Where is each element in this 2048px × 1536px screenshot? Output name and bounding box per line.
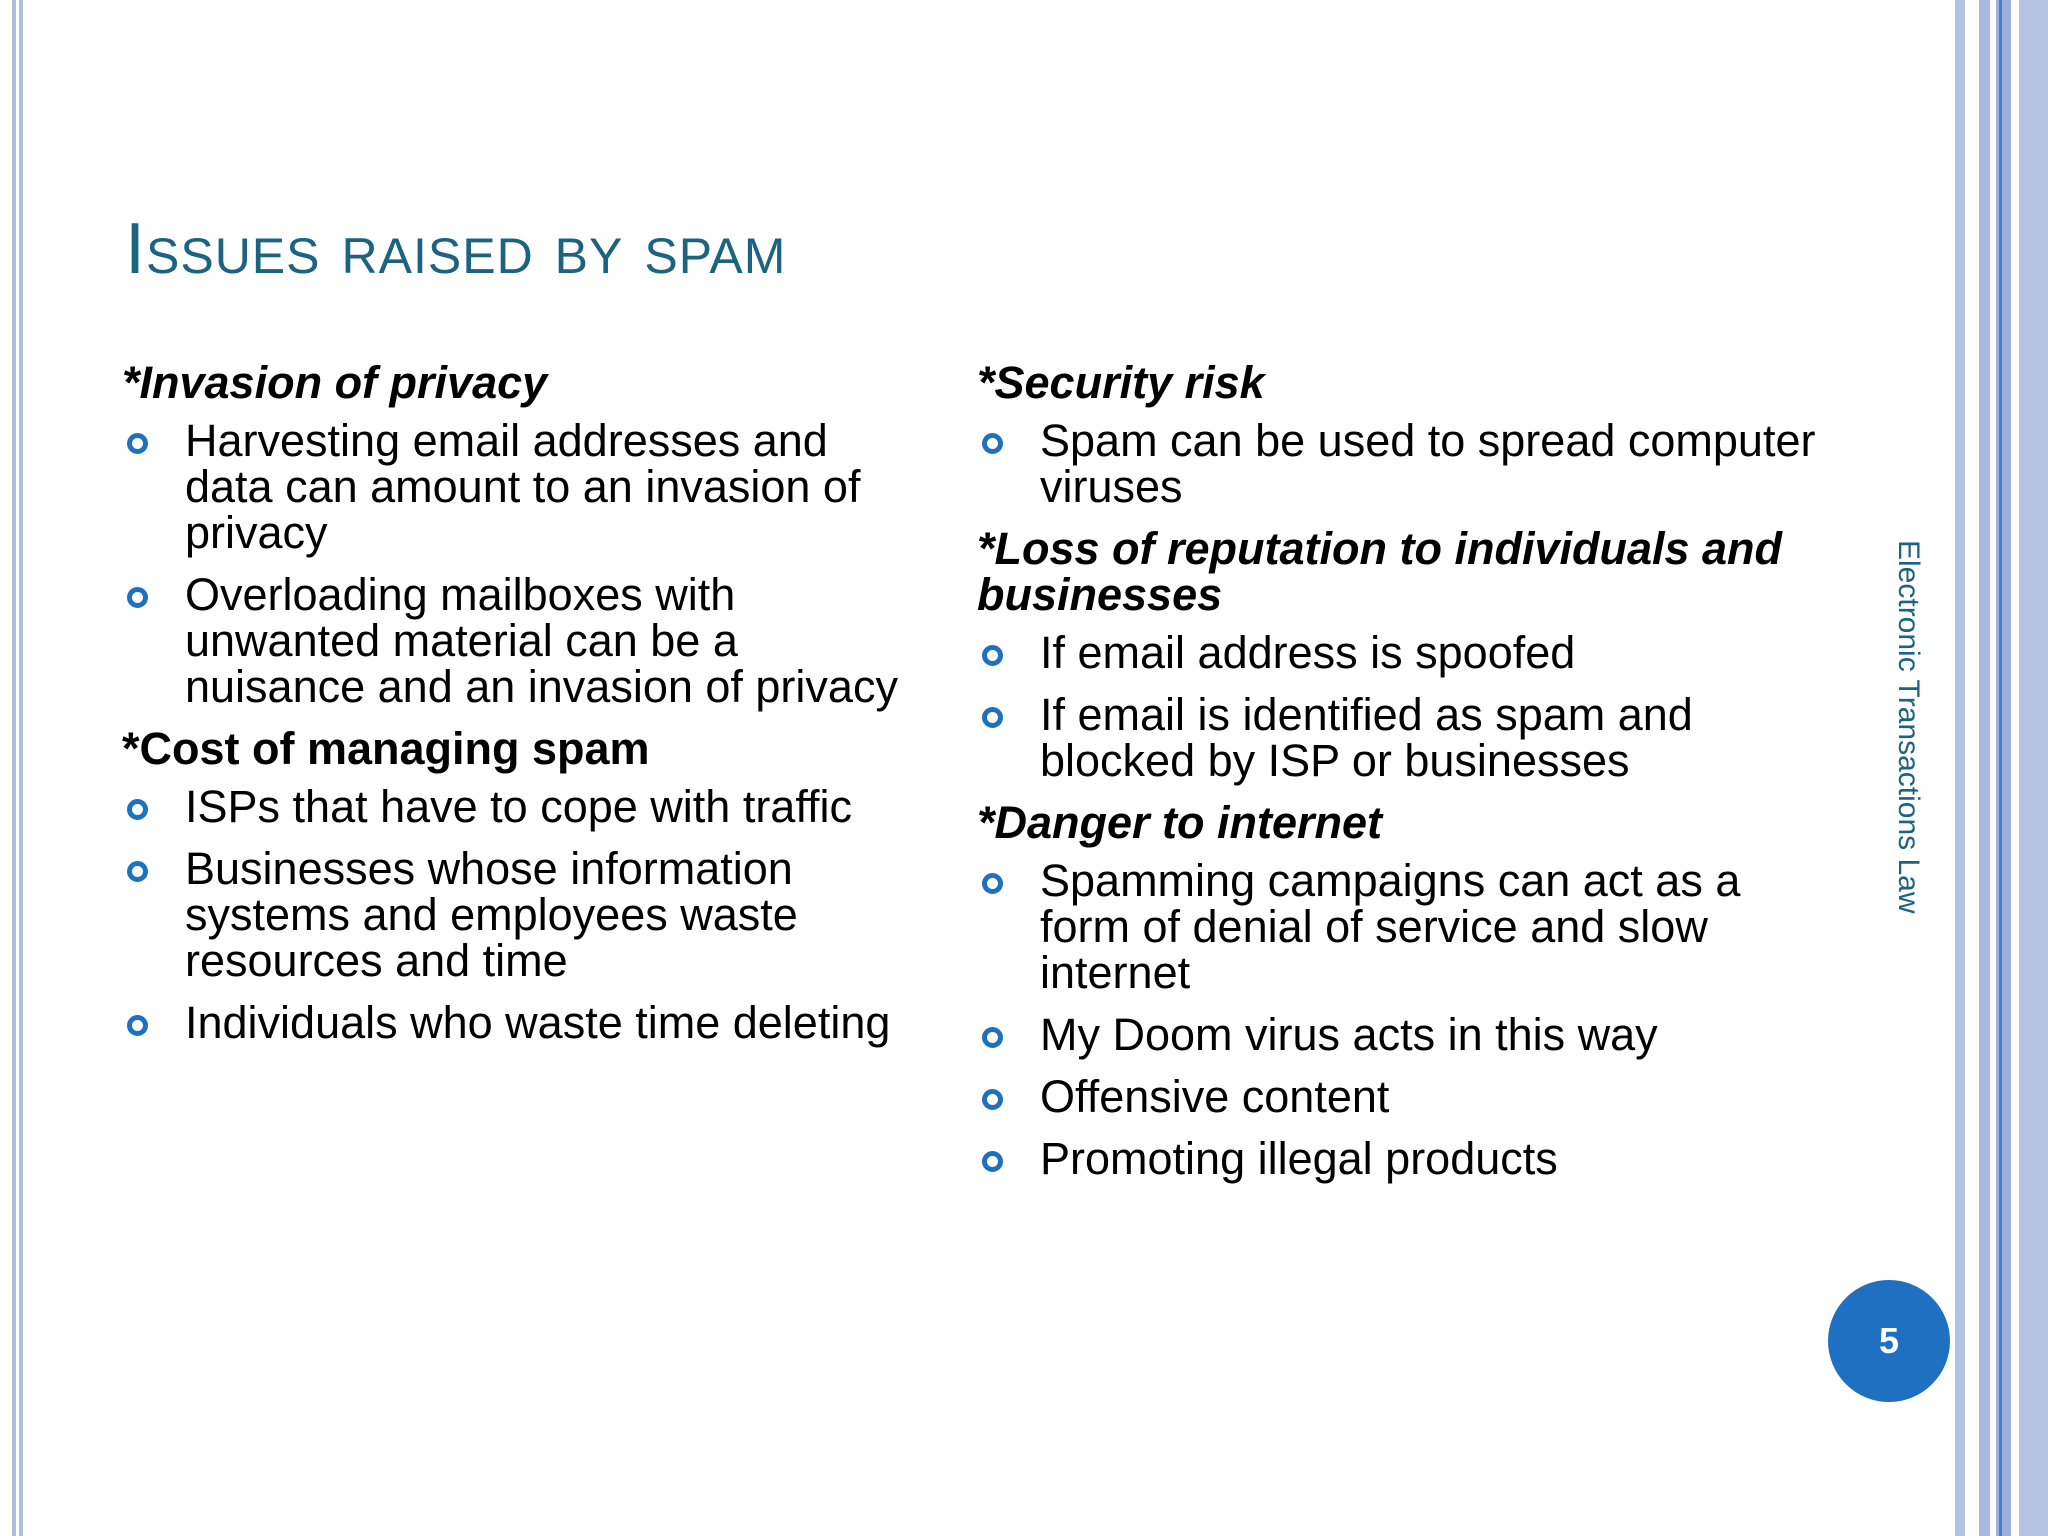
- section-heading-danger-to-internet: *Danger to internet: [977, 797, 1383, 848]
- list-item: [977, 855, 1817, 998]
- list-item: [977, 689, 1817, 786]
- bullet-circle-icon: [982, 1089, 1003, 1110]
- list-item-text: Promoting illegal products: [1040, 1133, 1558, 1184]
- list-item: [977, 1071, 1817, 1122]
- bullet-circle-icon: [982, 1027, 1003, 1048]
- bullet-circle-icon: [127, 587, 148, 608]
- bullet-circle-icon: [982, 1151, 1003, 1172]
- list-item-text: My Doom virus acts in this way: [1040, 1009, 1658, 1060]
- list-item: [122, 569, 922, 712]
- list-item-text: ISPs that have to cope with traffic: [185, 781, 853, 832]
- side-course-label: Electronic Transactions Law: [1892, 540, 1925, 914]
- list-item: [122, 997, 922, 1048]
- bullet-circle-icon: [127, 433, 148, 454]
- list-item: [977, 1009, 1817, 1060]
- bullet-circle-icon: [127, 861, 148, 882]
- section-heading-invasion-of-privacy: *Invasion of privacy: [122, 357, 548, 408]
- right-border-decoration: [1955, 0, 2048, 1536]
- bullet-list-cost-of-managing-spam: [122, 781, 922, 1048]
- list-item: [122, 415, 922, 558]
- list-item: [977, 1133, 1817, 1184]
- list-item-text: Overloading mailboxes with unwanted material can be a nuisance and an invasion of privacy: [185, 569, 898, 712]
- slide-title: Issues raised by spam: [125, 209, 787, 289]
- section-heading-cost-of-managing-spam: *Cost of managing spam: [122, 723, 650, 774]
- bullet-circle-icon: [982, 873, 1003, 894]
- right-column: [977, 357, 1817, 1198]
- bullet-circle-icon: [982, 433, 1003, 454]
- list-item-text: Harvesting email addresses and data can amount to an invasion of privacy: [185, 415, 861, 558]
- left-column: [122, 357, 922, 1062]
- page-number-text: 5: [1878, 1320, 1900, 1361]
- bullet-list-security-risk: [977, 415, 1817, 512]
- list-item: [122, 843, 922, 986]
- list-item: [977, 627, 1817, 678]
- bullet-circle-icon: [982, 645, 1003, 666]
- list-item: [122, 781, 922, 832]
- list-item-text: If email address is spoofed: [1040, 627, 1576, 678]
- list-item: [977, 415, 1817, 512]
- page-number-badge: [1828, 1280, 1950, 1402]
- list-item-text: Offensive content: [1040, 1071, 1390, 1122]
- bullet-list-danger-to-internet: [977, 855, 1817, 1184]
- list-item-text: Businesses whose information systems and employees waste resources and time: [185, 843, 798, 986]
- bullet-list-loss-of-reputation: [977, 627, 1817, 786]
- bullet-list-invasion-of-privacy: [122, 415, 922, 712]
- bullet-circle-icon: [127, 799, 148, 820]
- list-item-text: Spamming campaigns can act as a form of denial of service and slow internet: [1040, 855, 1741, 998]
- section-heading-loss-of-reputation: *Loss of reputation to individuals and businesses: [977, 523, 1783, 620]
- list-item-text: Spam can be used to spread computer viruses: [1040, 415, 1816, 512]
- left-border-decoration: [0, 0, 24, 1536]
- bullet-circle-icon: [127, 1015, 148, 1036]
- list-item-text: Individuals who waste time deleting: [185, 997, 891, 1048]
- bullet-circle-icon: [982, 707, 1003, 728]
- list-item-text: If email is identified as spam and blocked by ISP or businesses: [1040, 689, 1693, 786]
- section-heading-security-risk: *Security risk: [977, 357, 1265, 408]
